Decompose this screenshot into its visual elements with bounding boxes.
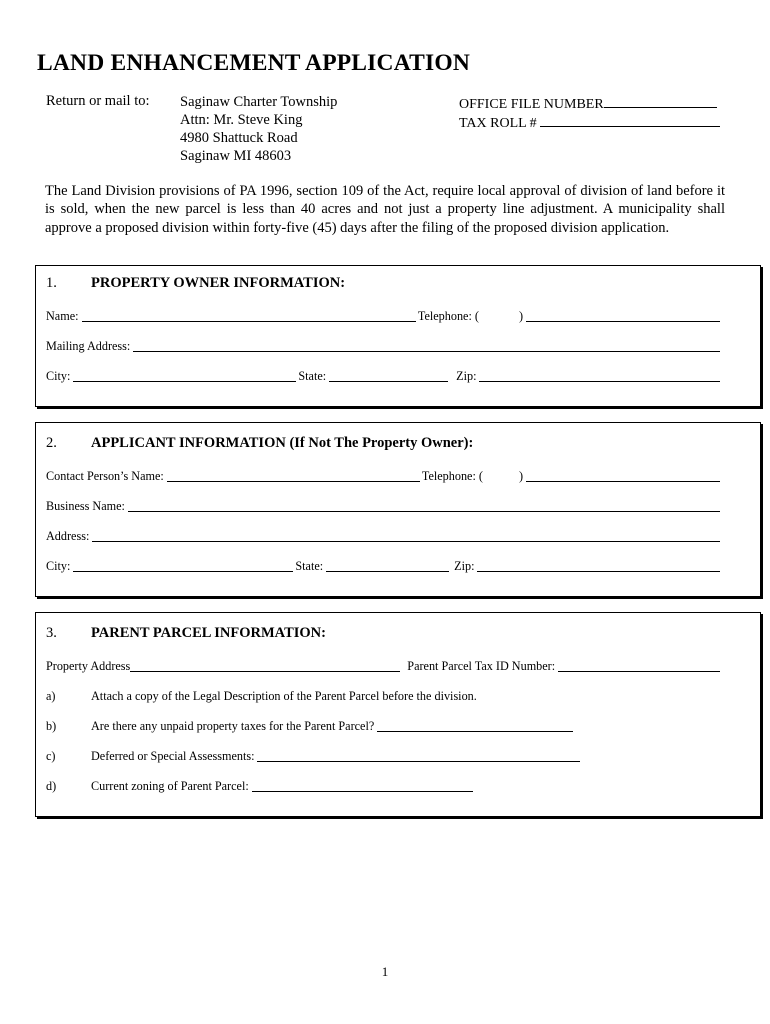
- contact-name-row: [46, 469, 722, 484]
- owner-city-field[interactable]: [73, 370, 296, 382]
- section-1-number: 1.: [46, 275, 57, 291]
- owner-name-field[interactable]: [82, 310, 416, 322]
- owner-name-label: Name:: [46, 309, 79, 323]
- item-c-row: [46, 749, 722, 764]
- property-address-label: Property Address: [46, 659, 131, 673]
- item-b-row: [46, 719, 722, 734]
- owner-telephone-label: Telephone: (: [417, 309, 479, 323]
- section-1-heading: [46, 275, 345, 292]
- owner-mailing-label: Mailing Address:: [46, 339, 131, 353]
- applicant-telephone-field[interactable]: [526, 470, 720, 482]
- owner-city-label: City:: [46, 369, 71, 383]
- address-line-city: Saginaw MI 48603: [180, 148, 292, 164]
- address-line-attn: Attn: Mr. Steve King: [180, 112, 303, 128]
- applicant-address-field[interactable]: [92, 530, 720, 542]
- special-assessments-field[interactable]: [257, 750, 580, 762]
- section-applicant: [35, 422, 761, 597]
- item-c-text: Deferred or Special Assessments:: [91, 749, 255, 763]
- return-label: Return or mail to:: [46, 93, 150, 109]
- property-address-field[interactable]: [130, 660, 400, 672]
- section-2-heading: [46, 435, 473, 452]
- applicant-zip-label: Zip:: [454, 559, 475, 573]
- business-name-field[interactable]: [128, 500, 720, 512]
- section-2-title: APPLICANT INFORMATION (If Not The Property Owner):: [91, 435, 474, 451]
- section-parent-parcel: [35, 612, 761, 817]
- section-3-number: 3.: [46, 625, 57, 641]
- owner-zip-field[interactable]: [479, 370, 720, 382]
- owner-mailing-field[interactable]: [133, 340, 720, 352]
- item-a-row: [46, 689, 722, 704]
- item-d-letter: d): [46, 779, 57, 793]
- address-line-street: 4980 Shattuck Road: [180, 130, 298, 146]
- applicant-address-label: Address:: [46, 529, 90, 543]
- item-c-letter: c): [46, 749, 56, 763]
- unpaid-taxes-field[interactable]: [377, 720, 573, 732]
- tax-id-field[interactable]: [558, 660, 720, 672]
- mail-address: [180, 93, 337, 165]
- office-file-number-field[interactable]: [604, 95, 717, 108]
- owner-state-field[interactable]: [329, 370, 448, 382]
- zoning-field[interactable]: [252, 780, 473, 792]
- business-name-label: Business Name:: [46, 499, 125, 513]
- section-2-number: 2.: [46, 435, 57, 451]
- tax-roll-field[interactable]: [540, 114, 720, 127]
- owner-telephone-field[interactable]: [526, 310, 720, 322]
- owner-name-row: [46, 309, 722, 324]
- item-d-row: [46, 779, 722, 794]
- owner-mailing-row: [46, 339, 722, 354]
- page-number: 1: [381, 964, 389, 979]
- property-address-row: [46, 659, 722, 674]
- page-title: LAND ENHANCEMENT APPLICATION: [37, 50, 470, 76]
- applicant-telephone-label: Telephone: (: [421, 469, 483, 483]
- section-1-title: PROPERTY OWNER INFORMATION:: [91, 275, 346, 291]
- tax-roll-line: [459, 114, 720, 133]
- business-name-row: [46, 499, 722, 514]
- section-3-title: PARENT PARCEL INFORMATION:: [91, 625, 326, 641]
- applicant-state-field[interactable]: [326, 560, 449, 572]
- item-a-text: Attach a copy of the Legal Description of the Parent Parcel before the division.: [91, 689, 477, 703]
- intro-paragraph: The Land Division provisions of PA 1996, section 109 of the Act, require local approval of division of land before it is sold, when the new parcel is less than 40 acres and not just a property line adjustment. A municipality shall approve a proposed division within forty-five (45) days after the filing of the proposed division application.: [45, 183, 725, 236]
- tax-roll-label: TAX ROLL #: [459, 116, 537, 131]
- section-property-owner: [35, 265, 761, 407]
- applicant-zip-field[interactable]: [477, 560, 720, 572]
- item-b-text: Are there any unpaid property taxes for the Parent Parcel?: [91, 719, 375, 733]
- item-d-text: Current zoning of Parent Parcel:: [91, 779, 249, 793]
- applicant-paren-close: ): [518, 469, 523, 483]
- item-a-letter: a): [46, 689, 56, 703]
- owner-paren-close: ): [518, 309, 523, 323]
- address-line-org: Saginaw Charter Township: [180, 94, 338, 110]
- office-use-block: [459, 95, 720, 133]
- item-b-letter: b): [46, 719, 57, 733]
- contact-name-field[interactable]: [167, 470, 420, 482]
- contact-name-label: Contact Person’s Name:: [46, 469, 164, 483]
- applicant-city-field[interactable]: [73, 560, 293, 572]
- owner-state-label: State:: [298, 369, 327, 383]
- owner-zip-label: Zip:: [456, 369, 477, 383]
- applicant-state-label: State:: [295, 559, 324, 573]
- applicant-city-label: City:: [46, 559, 71, 573]
- office-file-number-line: [459, 95, 720, 114]
- applicant-address-row: [46, 529, 722, 544]
- tax-id-label: Parent Parcel Tax ID Number:: [407, 659, 556, 673]
- section-3-heading: [46, 625, 326, 642]
- office-file-number-label: OFFICE FILE NUMBER: [459, 97, 604, 112]
- applicant-city-row: [46, 559, 722, 574]
- owner-city-row: [46, 369, 722, 384]
